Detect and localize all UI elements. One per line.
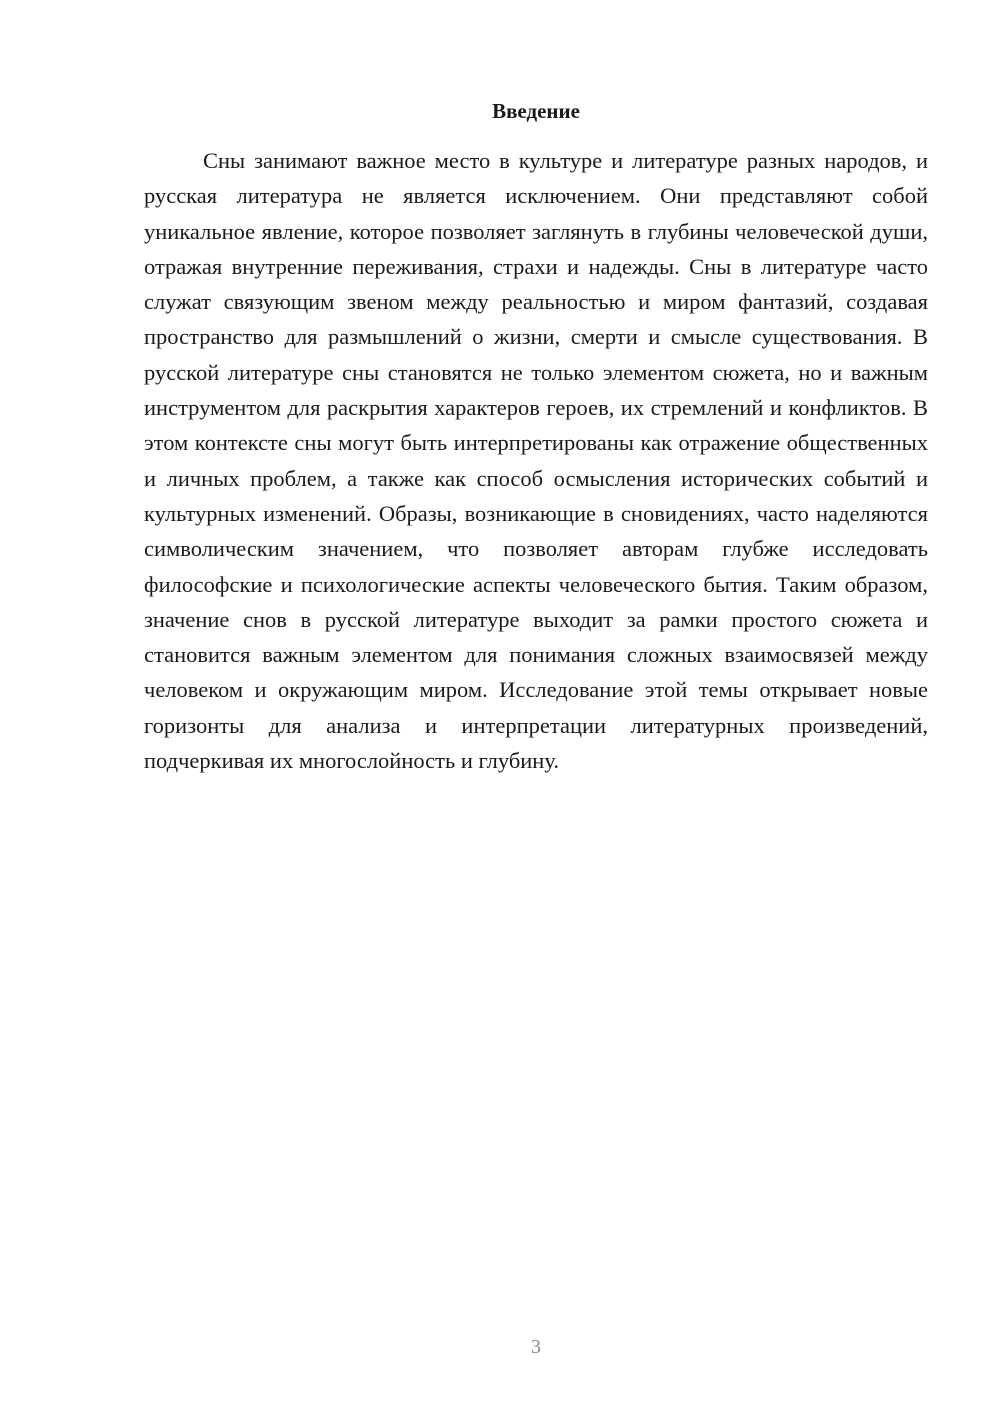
section-heading: Введение (492, 99, 580, 123)
body-paragraph: Сны занимают важное место в культуре и литературе разных народов, и русская литература не является исключением. Они представляют собой уникальное явление, которое позволяет заглянуть в глубины человеческой души, отражая внутренние переживания, страхи и надежды. Сны в литературе часто служат связующим звеном между реальностью и миром фантазий, создавая пространство для размышлений о жизни, смерти и смысле существования. В русской литературе сны становятся не только элементом сюжета, но и важным инструментом для раскрытия характеров героев, их стремлений и конфликтов. В этом контексте сны могут быть интерпретированы как отражение общественных и личных проблем, а также как способ осмысления исторических событий и культурных изменений. Образы, возникающие в сновидениях, часто наделяются символическим значением, что позволяет авторам глубже исследовать философские и психологические аспекты человеческого бытия. Таким образом, значение снов в русской литературе выходит за рамки простого сюжета и становится важным элементом для понимания сложных взаимосвязей между человеком и окружающим миром. Исследование этой темы открывает новые горизонты для анализа и интерпретации литературных произведений, подчеркивая их многослойность и глубину. (144, 148, 928, 774)
page-number: 3 (531, 1336, 541, 1358)
